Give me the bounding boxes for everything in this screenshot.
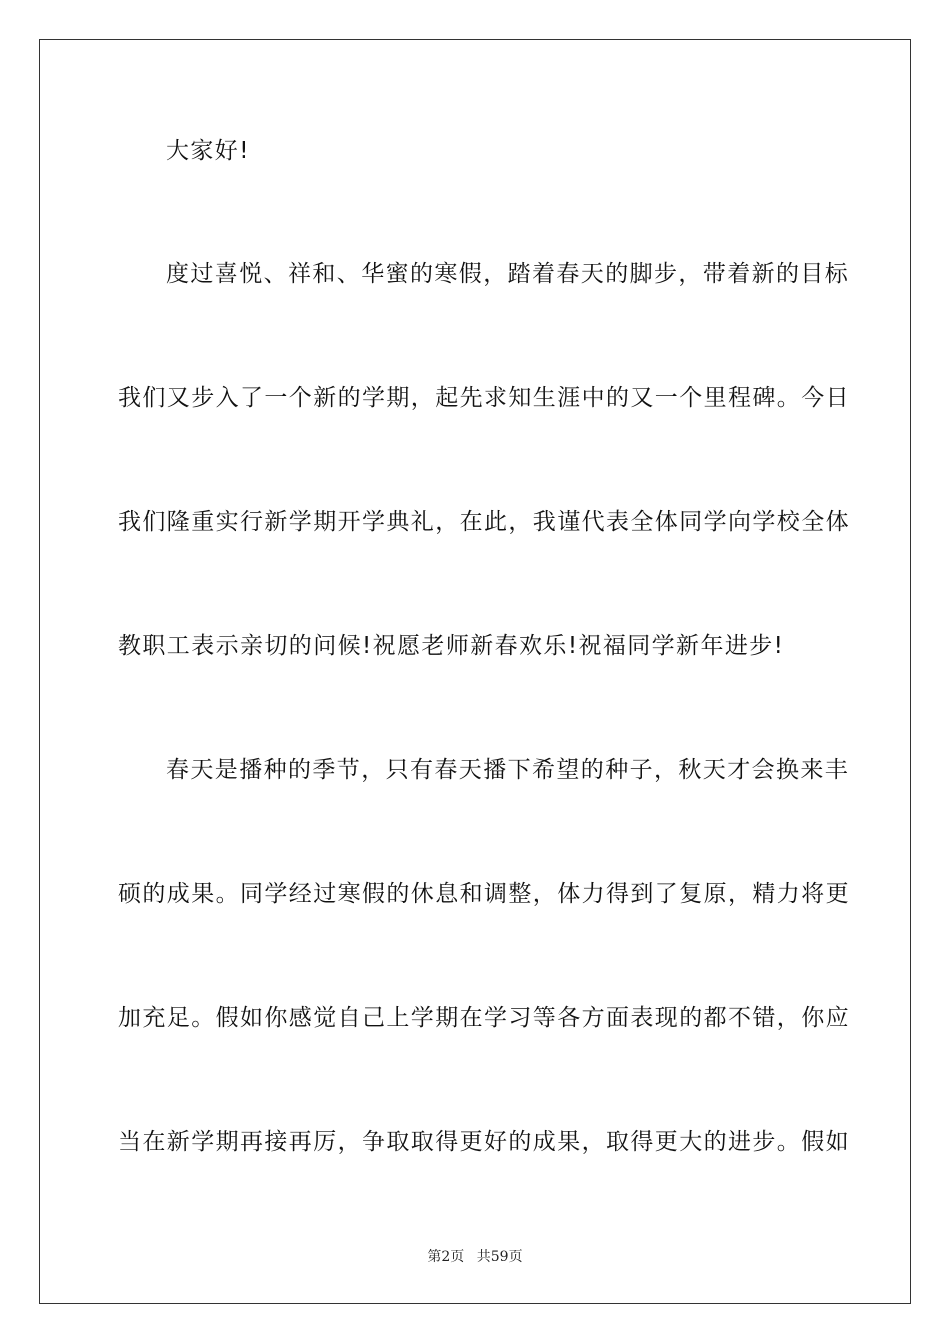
paragraph-line: 度过喜悦、祥和、华蜜的寒假，踏着春天的脚步，带着新的目标 xyxy=(166,261,850,287)
page-footer xyxy=(0,1248,950,1266)
current-page-number: 第2页 xyxy=(427,1249,465,1265)
paragraph-line: 当在新学期再接再厉，争取取得更好的成果，取得更大的进步。假如 xyxy=(118,1129,850,1155)
paragraph-line: 我们又步入了一个新的学期，起先求知生涯中的又一个里程碑。今日 xyxy=(118,385,850,411)
paragraph-line: 加充足。假如你感觉自己上学期在学习等各方面表现的都不错，你应 xyxy=(118,1005,850,1031)
paragraph-line: 我们隆重实行新学期开学典礼，在此，我谨代表全体同学向学校全体 xyxy=(118,509,850,535)
page-border xyxy=(39,39,911,1304)
total-page-count: 共59页 xyxy=(476,1249,523,1265)
paragraph-line: 硕的成果。同学经过寒假的休息和调整，体力得到了复原，精力将更 xyxy=(118,881,850,907)
paragraph-line: 春天是播种的季节，只有春天播下希望的种子，秋天才会换来丰 xyxy=(166,757,850,783)
greeting-line: 大家好! xyxy=(166,138,250,164)
paragraph-line: 教职工表示亲切的问候!祝愿老师新春欢乐!祝福同学新年进步! xyxy=(118,633,785,659)
